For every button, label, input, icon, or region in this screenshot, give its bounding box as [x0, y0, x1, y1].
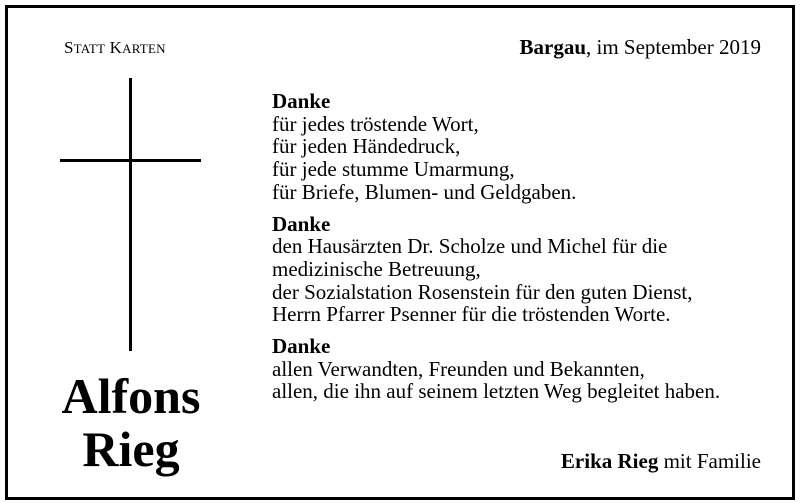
thanks-line: allen Verwandten, Freunden und Bekannten, — [272, 356, 645, 381]
thanks-block — [272, 90, 772, 204]
thanks-heading: Danke — [272, 211, 331, 236]
karten-cap: K — [109, 38, 123, 57]
obituary-card — [5, 5, 795, 500]
signature — [561, 449, 761, 474]
thanks-line: Herrn Pfarrer Psenner für die tröstenden Worte. — [272, 302, 671, 327]
thanks-line: allen, die ihn auf seinem letzten Weg begleitet haben. — [272, 379, 721, 404]
cross-vertical-bar — [129, 78, 132, 351]
thanks-heading: Danke — [272, 89, 331, 113]
statt-karten-label — [64, 38, 166, 58]
thanks-line: der Sozialstation Rosenstein für den guten Dienst, — [272, 279, 693, 304]
thanks-line: den Hausärzten Dr. Scholze und Michel für die — [272, 234, 668, 259]
thanks-line: für jedes tröstende Wort, — [272, 111, 479, 136]
deceased-name — [26, 370, 236, 476]
thanks-line: für jede stumme Umarmung, — [272, 157, 515, 182]
thanks-line: medizinische Betreuung, — [272, 256, 481, 281]
cross-horizontal-bar — [60, 159, 201, 162]
signature-name: Erika Rieg — [560, 449, 659, 473]
place-date — [520, 35, 762, 60]
thanks-heading: Danke — [272, 334, 331, 359]
signature-suffix: mit Familie — [658, 449, 761, 473]
date-text: , im September 2019 — [586, 35, 761, 59]
thanks-block — [272, 213, 772, 327]
deceased-first-name: Alfons — [61, 368, 201, 424]
statt-cap: S — [64, 38, 74, 57]
thanks-line: für Briefe, Blumen- und Geldgaben. — [272, 179, 577, 204]
deceased-last-name: Rieg — [82, 421, 180, 477]
thanks-text — [272, 90, 772, 412]
statt-rest: TATT — [73, 41, 106, 56]
thanks-block — [272, 335, 772, 403]
place-name: Bargau — [519, 35, 587, 59]
karten-rest: ARTEN — [122, 41, 166, 56]
thanks-line: für jeden Händedruck, — [272, 134, 461, 159]
